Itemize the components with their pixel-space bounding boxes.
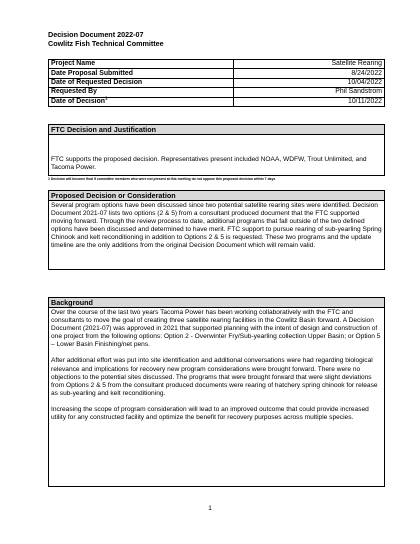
row-label bbox=[49, 97, 234, 106]
project-info-table bbox=[48, 59, 385, 107]
row-value: 8/24/2022 bbox=[233, 69, 384, 78]
section-heading: FTC Decision and Justification bbox=[49, 125, 384, 135]
footnote-marker: 1 bbox=[105, 95, 108, 101]
section-text: Several program options have been discussed since two potential satellite rearing sites were identified. Decision Document 2021-07 lists two options (2 & 5) from a consultant produced document that the FTC supported moving forward. Through the review process to date, additional programs that fall outside of the two defined options have been discussed and determined to have merit. FTC support to pursue rearing of sub-yearling Spring Chinook and kelt reconditioning in addition to Options 2 & 5 is requested. These two programs and the update timeline are the only additions from the original Decision Document which will remain valid. bbox=[51, 202, 382, 250]
table-row bbox=[49, 60, 385, 69]
row-label: Date Proposal Submitted bbox=[49, 69, 234, 78]
paragraph: After additional effort was put into site identification and additional conversations were had regarding biological relevance and implications for recovery new program considerations were brought forward. There were no objections to the potential sites discussed. The programs that were brought forward that were slight deviations from Options 2 & 5 from the consultant produced documents were rearing of hatchery spring chinook for release as sub-yearling and kelt reconditioning. bbox=[51, 357, 378, 397]
section-heading: Proposed Decision or Consideration bbox=[49, 191, 384, 201]
paragraph: Increasing the scope of program consideration will lead to an improved outcome that could provide increased utility for any constructed facility and optimize the benefit for recovery purposes across multiple species. bbox=[51, 405, 369, 422]
footnote: 1 Decision will become final if committee members who were not present at this meeting do not oppose this proposed decision within 7 days bbox=[48, 177, 276, 181]
document-title: Decision Document 2022-07 bbox=[48, 30, 144, 39]
page-number: 1 bbox=[208, 505, 212, 512]
row-label: Project Name bbox=[49, 60, 234, 69]
table-row bbox=[49, 97, 385, 106]
paragraph: Over the course of the last two years Tacoma Power has been working collaboratively with the FTC and consultants to move the goal of creating three satellite rearing facilities in the Cowlitz Basin forward. A Decision Document (2021-07) was approved in 2021 that supported planning with the intent of design and construction of one project from the following options: Option 2 - Overwinter Fry/Sub-yearling collection Upper Basin; or Option 5 – Lower Basin Finishing/net pens. bbox=[51, 309, 381, 349]
table-row bbox=[49, 69, 385, 78]
row-value: 10/11/2022 bbox=[233, 97, 384, 106]
decision-section bbox=[48, 124, 385, 176]
background-section bbox=[48, 297, 385, 487]
section-text: FTC supports the proposed decision. Representatives present included NOAA, WDFW, Trout Unlimited, and Tacoma Power. bbox=[51, 156, 367, 172]
row-value: Phil Sandstrom bbox=[233, 88, 384, 97]
table-row bbox=[49, 88, 385, 97]
proposal-section bbox=[48, 190, 385, 270]
section-heading: Background bbox=[49, 298, 384, 308]
row-label: Date of Requested Decision bbox=[49, 78, 234, 87]
row-value: 10/04/2022 bbox=[233, 78, 384, 87]
table-row bbox=[49, 78, 385, 87]
committee-name: Cowlitz Fish Technical Committee bbox=[48, 39, 164, 48]
section-body bbox=[49, 308, 384, 424]
row-label-text: Date of Decision bbox=[51, 97, 105, 105]
row-label: Requested By bbox=[49, 88, 234, 97]
row-value: Satellite Rearing bbox=[233, 60, 384, 69]
